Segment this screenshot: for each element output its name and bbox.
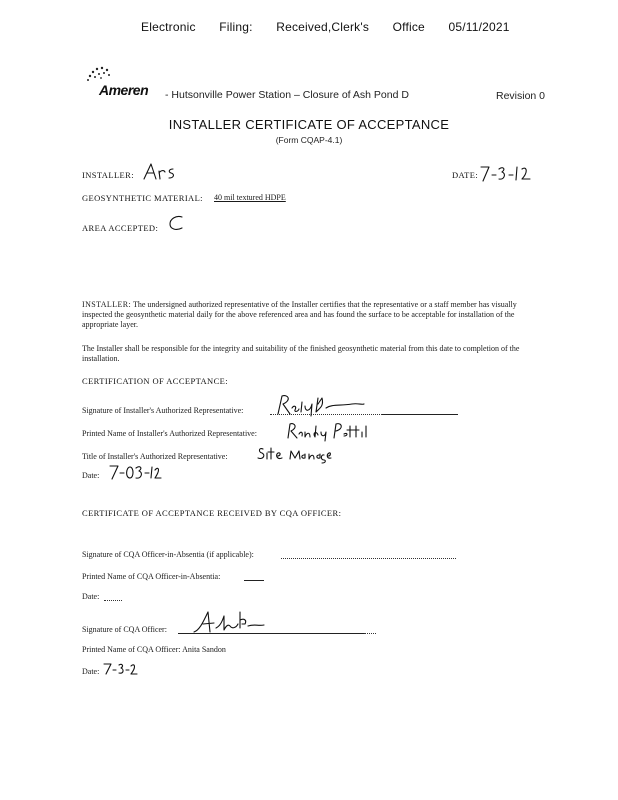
installer-handwriting [142, 161, 182, 183]
form-subtitle: (Form CQAP-4.1) [275, 135, 343, 145]
installer-label: INSTALLER: [82, 170, 134, 180]
cert-acceptance-heading: CERTIFICATION OF ACCEPTANCE: [82, 376, 229, 386]
installer-paragraph-lead: INSTALLER: [82, 300, 132, 309]
installer-printed-name-value [288, 429, 293, 430]
filing-header [141, 20, 510, 34]
officer-printed-name-row [82, 645, 226, 654]
absentia-date-line [104, 600, 122, 601]
area-label: AREA ACCEPTED: [82, 223, 159, 233]
officer-signature [190, 608, 266, 636]
header-office: Office [392, 20, 425, 34]
geosynthetic-label: GEOSYNTHETIC MATERIAL: [82, 193, 203, 203]
absentia-signature-label: Signature of CQA Officer-in-Absentia (if applicable): [82, 550, 254, 559]
officer-signature-line-end [364, 633, 376, 634]
officer-printed-name-label: Printed Name of CQA Officer: [82, 645, 181, 654]
area-value [166, 223, 167, 224]
installer-date-handwriting [108, 462, 160, 482]
installer-signature [272, 392, 364, 418]
officer-signature-label: Signature of CQA Officer: [82, 625, 167, 634]
header-date: 05/11/2021 [448, 20, 510, 34]
installer-signature-line-end [382, 414, 458, 415]
date-handwriting [479, 163, 539, 183]
installer-signature-label: Signature of Installer's Authorized Representative: [82, 406, 244, 415]
absentia-printed-name-label: Printed Name of CQA Officer-in-Absentia: [82, 572, 221, 581]
geosynthetic-value: 40 mil textured HDPE [214, 193, 286, 202]
installer-title-handwriting [256, 443, 332, 463]
responsibility-paragraph: The Installer shall be responsible for the integrity and suitability of the finished geosynthetic material from this date to completion of the installation. [82, 344, 520, 363]
installer-printed-name-handwriting [286, 420, 376, 442]
logo-text: Ameren [99, 82, 149, 98]
installer-paragraph-text: The undersigned authorized representative of the Installer certifies that the representative or a staff member has visually inspected the geosynthetic material daily for the above referenced area and has found the surface to be acceptable for installation of the appropriate layer. [82, 300, 517, 329]
date-value [480, 170, 483, 171]
absentia-signature-line [281, 558, 456, 559]
installer-value [142, 170, 144, 171]
officer-printed-name-value: Anita Sandon [182, 645, 226, 654]
installer-paragraph [82, 300, 547, 330]
installer-title-label: Title of Installer's Authorized Representative: [82, 452, 228, 461]
installer-date-label: Date: [82, 471, 100, 480]
cert-received-heading: CERTIFICATE OF ACCEPTANCE RECEIVED BY CQA OFFICER: [82, 508, 342, 518]
installer-title-value [258, 452, 263, 453]
officer-date-handwriting [102, 661, 140, 677]
revision-label: Revision 0 [496, 90, 546, 102]
installer-date-value [110, 471, 113, 472]
header-electronic: Electronic [141, 20, 196, 34]
form-title: INSTALLER CERTIFICATE OF ACCEPTANCE [168, 117, 450, 132]
header-filing: Filing: [219, 20, 253, 34]
officer-date-label: Date: [82, 667, 100, 676]
officer-date-value [104, 667, 107, 668]
absentia-printed-name-line [244, 580, 264, 581]
station-title: - Hutsonville Power Station – Closure of Ash Pond D [165, 89, 409, 101]
date-label: DATE: [452, 170, 479, 180]
absentia-date-label: Date: [82, 592, 100, 601]
header-received: Received,Clerk's [276, 20, 370, 34]
installer-printed-name-label: Printed Name of Installer's Authorized Representative: [82, 429, 257, 438]
area-handwriting [166, 213, 188, 233]
